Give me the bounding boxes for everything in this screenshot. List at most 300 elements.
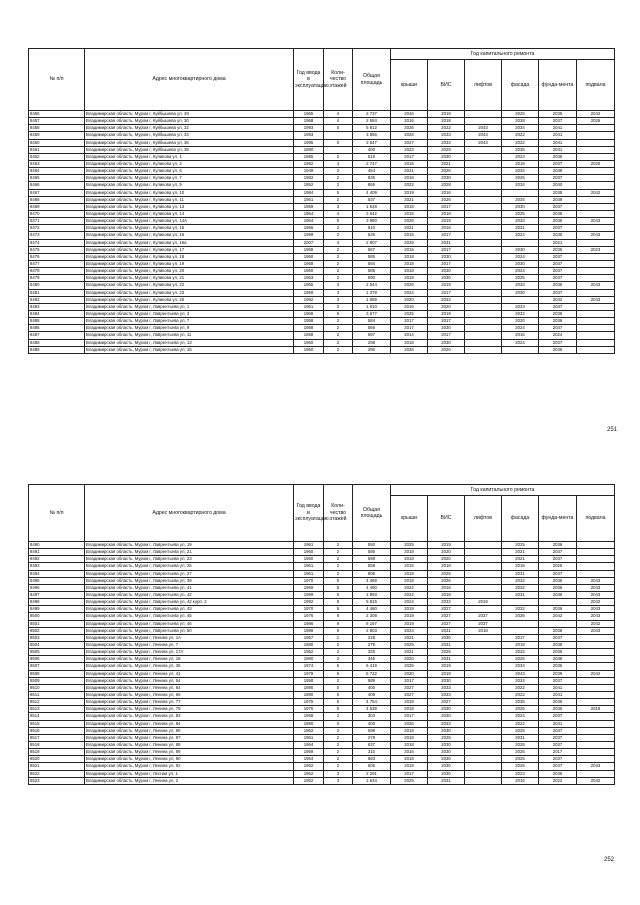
cell-area: 3 980 [353, 218, 391, 225]
cell-year: 1958 [294, 325, 324, 332]
cell-num: 8506 [29, 656, 85, 663]
cell-roof: 2026 [391, 720, 428, 727]
cell-address: Владимирская область, Муром г, Лесная ул, 1 [85, 770, 294, 777]
cell-year: 1964 [294, 210, 324, 217]
cell-year: 1961 [294, 570, 324, 577]
cell-floors [324, 146, 353, 153]
table-row [29, 649, 615, 656]
cell-address: Владимирская область, Муром г, Куликова ул, 13 [85, 203, 294, 210]
cell-year: 1986 [294, 620, 324, 627]
cell-num: 8516 [29, 727, 85, 734]
cell-address: Владимирская область, Муром г, Ленина ул, 7 [85, 641, 294, 648]
cell-basement: 2043 [577, 282, 615, 289]
cell-basement: 2043 [577, 577, 615, 584]
cell-foundation: 2036 [539, 699, 577, 706]
cell-basement: 2023 [577, 246, 615, 253]
cell-lifts [465, 182, 502, 189]
cell-floors: 5 [324, 577, 353, 584]
table-row [29, 189, 615, 196]
table-row [29, 549, 615, 556]
cell-lifts [465, 168, 502, 175]
cell-floors: 2 [324, 225, 353, 232]
cell-roof: 2023 [391, 146, 428, 153]
table-row [29, 232, 615, 239]
cell-year: 1959 [294, 203, 324, 210]
header-address: Адрес многоквартирного дома [85, 49, 294, 111]
cell-roof: 2025 [391, 663, 428, 670]
cell-facade: 2016 [502, 777, 539, 784]
cell-facade: 2018 [502, 160, 539, 167]
table-row [29, 210, 615, 217]
cell-year: 1958 [294, 332, 324, 339]
cell-area: 8 167 [353, 620, 391, 627]
cell-year: 1966 [294, 225, 324, 232]
cell-num: 8483 [29, 303, 85, 310]
cell-floors: 0 [324, 691, 353, 698]
cell-area: 597 [353, 332, 391, 339]
cell-area: 3 677 [353, 310, 391, 317]
cell-vis: 2020 [428, 556, 465, 563]
cell-vis: 2031 [428, 641, 465, 648]
cell-area: 2 747 [353, 160, 391, 167]
cell-num: 8468 [29, 196, 85, 203]
cell-foundation: 2037 [539, 275, 577, 282]
cell-roof: 2026 [391, 346, 428, 353]
cell-floors: 2 [324, 549, 353, 556]
cell-basement [577, 656, 615, 663]
cell-facade: 2024 [502, 253, 539, 260]
cell-year: 1962 [294, 727, 324, 734]
cell-facade: 2030 [502, 260, 539, 267]
table-row [29, 577, 615, 584]
cell-basement [577, 132, 615, 139]
cell-address: Владимирская область, Муром г, Лаврентьева ул, 1 [85, 303, 294, 310]
cell-basement [577, 253, 615, 260]
cell-lifts [465, 225, 502, 232]
table-row [29, 225, 615, 232]
cell-facade: 2020 [502, 318, 539, 325]
cell-floors: 2 [324, 346, 353, 353]
cell-address: Владимирская область, Муром г, Лаврентьева ул, 21 [85, 549, 294, 556]
cell-facade [502, 627, 539, 634]
cell-facade: 2023 [502, 303, 539, 310]
cell-roof: 2018 [391, 556, 428, 563]
cell-foundation: 2041 [539, 139, 577, 146]
cell-basement: 2043 [577, 627, 615, 634]
cell-facade: 2022 [502, 720, 539, 727]
cell-lifts [465, 346, 502, 353]
cell-lifts [465, 670, 502, 677]
cell-vis: 2030 [428, 325, 465, 332]
cell-facade: 2021 [502, 549, 539, 556]
cell-roof: 2018 [391, 275, 428, 282]
cell-roof: 2021 [391, 225, 428, 232]
cell-facade: 2034 [502, 196, 539, 203]
cell-basement: 2043 [577, 591, 615, 598]
cell-foundation: 2037 [539, 741, 577, 748]
cell-facade: 2030 [502, 246, 539, 253]
cell-address: Владимирская область, Муром г, Ленина ул, 86 [85, 727, 294, 734]
cell-facade: 2019 [502, 641, 539, 648]
cell-floors: 3 [324, 296, 353, 303]
table-row [29, 339, 615, 346]
cell-lifts [465, 549, 502, 556]
cell-area: 1 589 [353, 296, 391, 303]
cell-basement [577, 303, 615, 310]
cell-floors: 2 [324, 246, 353, 253]
cell-floors: 5 [324, 218, 353, 225]
cell-vis: 2020 [428, 303, 465, 310]
cell-floors: 2 [324, 318, 353, 325]
cell-facade: 2023 [502, 153, 539, 160]
cell-lifts [465, 542, 502, 549]
cell-num: 8464 [29, 168, 85, 175]
cell-num: 8472 [29, 225, 85, 232]
cell-basement: 2043 [577, 763, 615, 770]
header-facade: фасада [502, 60, 539, 111]
cell-basement [577, 203, 615, 210]
cell-area: 3 856 [353, 132, 391, 139]
cell-address: Владимирская область, Муром г, Лаврентьева ул, 41 [85, 584, 294, 591]
cell-floors: 5 [324, 663, 353, 670]
cell-address: Владимирская область, Муром г, Лаврентьева ул, 19 [85, 542, 294, 549]
table-row [29, 749, 615, 756]
cell-num: 8480 [29, 282, 85, 289]
cell-floors: 2 [324, 325, 353, 332]
cell-foundation: 2037 [539, 339, 577, 346]
cell-floors: 9 [324, 613, 353, 620]
cell-year: 1984 [294, 189, 324, 196]
cell-address: Владимирская область, Муром г, Лаврентьева ул, 39 [85, 577, 294, 584]
cell-facade: 2022 [502, 132, 539, 139]
cell-num: 8478 [29, 268, 85, 275]
cell-area: 4 490 [353, 584, 391, 591]
cell-lifts [465, 684, 502, 691]
cell-floors: 2 [324, 275, 353, 282]
cell-basement [577, 749, 615, 756]
cell-year: 1959 [294, 289, 324, 296]
cell-address: Владимирская область, Муром г, Ленина ул, 41 [85, 670, 294, 677]
cell-area: 3 847 [353, 139, 391, 146]
table-row [29, 563, 615, 570]
cell-year: 1890 [294, 146, 324, 153]
cell-basement [577, 275, 615, 282]
page-number: 252 [604, 857, 615, 863]
cell-address: Владимирская область, Муром г, Ленина ул, 89 [85, 749, 294, 756]
cell-floors: 2 [324, 756, 353, 763]
cell-facade: 2024 [502, 325, 539, 332]
cell-num: 8466 [29, 182, 85, 189]
cell-vis: 2025 [428, 734, 465, 741]
cell-year: 1880 [294, 641, 324, 648]
table-row [29, 146, 615, 153]
cell-facade: 2022 [502, 139, 539, 146]
cell-year: 1958 [294, 677, 324, 684]
table-row [29, 713, 615, 720]
cell-basement: 2042 [577, 620, 615, 627]
cell-basement [577, 139, 615, 146]
cell-roof: 2019 [391, 699, 428, 706]
cell-facade: 2022 [502, 691, 539, 698]
table-row [29, 584, 615, 591]
cell-address: Владимирская область, Муром г, Куликова ул, 14 [85, 210, 294, 217]
cell-lifts [465, 749, 502, 756]
cell-vis: 2019 [428, 282, 465, 289]
cell-foundation: 2039 [539, 196, 577, 203]
cell-address: Владимирская область, Муром г, Ленина ул, 79 [85, 706, 294, 713]
cell-facade: 2016 [502, 332, 539, 339]
cell-floors: 4 [324, 282, 353, 289]
cell-roof: 2024 [391, 627, 428, 634]
cell-num: 8463 [29, 160, 85, 167]
cell-num: 8479 [29, 275, 85, 282]
cell-vis: 2030 [428, 339, 465, 346]
cell-address: Владимирская область, Муром г, Ленина ул, 2 [85, 777, 294, 784]
table-row [29, 727, 615, 734]
cell-lifts [465, 160, 502, 167]
table-row [29, 289, 615, 296]
table-row [29, 282, 615, 289]
cell-vis: 2030 [428, 727, 465, 734]
cell-num: 8495 [29, 577, 85, 584]
cell-vis: 2030 [428, 770, 465, 777]
cell-address: Владимирская область, Муром г, Лаврентьева ул, 42 корп. 2 [85, 599, 294, 606]
cell-lifts [465, 111, 502, 118]
cell-num: 8502 [29, 627, 85, 634]
cell-area: 558 [353, 563, 391, 570]
cell-year: 1960 [294, 346, 324, 353]
table-row [29, 634, 615, 641]
cell-address: Владимирская область, Муром г, Лаврентьева ул, 45 [85, 613, 294, 620]
cell-floors: 2 [324, 641, 353, 648]
cell-facade: 2025 [502, 111, 539, 118]
cell-floors: 4 [324, 160, 353, 167]
cell-address: Владимирская область, Муром г, Куликова ул, 22 [85, 282, 294, 289]
table-row [29, 770, 615, 777]
cell-area: 566 [353, 325, 391, 332]
cell-address: Владимирская область, Муром г, Куликова ул, 23 [85, 289, 294, 296]
cell-roof: 2019 [391, 606, 428, 613]
header-roof: крыши [391, 60, 428, 111]
cell-floors: 5 [324, 591, 353, 598]
cell-year: 1982 [294, 160, 324, 167]
cell-roof: 2018 [391, 727, 428, 734]
cell-roof: 2026 [391, 132, 428, 139]
cell-basement [577, 641, 615, 648]
cell-year: 1963 [294, 275, 324, 282]
table-row [29, 763, 615, 770]
cell-lifts [465, 770, 502, 777]
cell-lifts [465, 310, 502, 317]
cell-roof: 2017 [391, 770, 428, 777]
cell-facade [502, 620, 539, 627]
cell-floors: 3 [324, 770, 353, 777]
cell-vis: 2026 [428, 577, 465, 584]
cell-foundation: 2025 [539, 563, 577, 570]
cell-floors: 2 [324, 677, 353, 684]
cell-address: Владимирская область, Муром г, Ленина ул, 87 [85, 734, 294, 741]
table-row [29, 663, 615, 670]
table-row [29, 734, 615, 741]
cell-basement: 2042 [577, 599, 615, 606]
table-row [29, 153, 615, 160]
cell-foundation: 2035 [539, 210, 577, 217]
cell-roof: 2015 [391, 246, 428, 253]
cell-lifts [465, 720, 502, 727]
cell-lifts [465, 570, 502, 577]
table-row [29, 332, 615, 339]
cell-area: 4 460 [353, 606, 391, 613]
cell-facade: 2025 [502, 756, 539, 763]
cell-floors: 0 [324, 139, 353, 146]
cell-basement [577, 756, 615, 763]
cell-area: 2 594 [353, 118, 391, 125]
cell-floors: 1 [324, 634, 353, 641]
cell-vis: 2030 [428, 741, 465, 748]
cell-foundation: 2039 [539, 649, 577, 656]
cell-lifts: 2043 [465, 125, 502, 132]
cell-area: 683 [353, 756, 391, 763]
cell-year: 1968 [294, 310, 324, 317]
cell-year: 1959 [294, 232, 324, 239]
cell-lifts [465, 325, 502, 332]
cell-lifts [465, 153, 502, 160]
cell-vis: 2018 [428, 591, 465, 598]
cell-num: 8513 [29, 706, 85, 713]
table-row [29, 641, 615, 648]
cell-facade: 2034 [502, 168, 539, 175]
cell-foundation: 2037 [539, 634, 577, 641]
cell-foundation: 2041 [539, 691, 577, 698]
cell-roof: 2018 [391, 577, 428, 584]
cell-floors: 2 [324, 649, 353, 656]
cell-roof: 2015 [391, 232, 428, 239]
cell-foundation: 2021 [539, 239, 577, 246]
cell-foundation: 2037 [539, 713, 577, 720]
cell-basement [577, 677, 615, 684]
cell-roof: 2018 [391, 268, 428, 275]
cell-num: 8494 [29, 570, 85, 577]
cell-facade [502, 239, 539, 246]
cell-area: 606 [353, 763, 391, 770]
cell-floors: 2 [324, 570, 353, 577]
table-row [29, 627, 615, 634]
table-row [29, 756, 615, 763]
cell-roof: 2015 [391, 160, 428, 167]
cell-roof: 2017 [391, 318, 428, 325]
cell-floors: 5 [324, 670, 353, 677]
header-address: Адрес многоквартирного дома [85, 485, 294, 542]
cell-vis: 2030 [428, 268, 465, 275]
cell-num: 8467 [29, 189, 85, 196]
cell-vis: 2017 [428, 332, 465, 339]
cell-lifts [465, 203, 502, 210]
cell-basement: 2019 [577, 706, 615, 713]
cell-vis: 2018 [428, 670, 465, 677]
cell-lifts [465, 189, 502, 196]
cell-vis: 2027 [428, 699, 465, 706]
cell-roof: 2025 [391, 239, 428, 246]
cell-year: 1993 [294, 132, 324, 139]
cell-address: Владимирская область, Муром г, Ленина ул, 17А [85, 649, 294, 656]
cell-basement [577, 727, 615, 734]
cell-floors: 2 [324, 182, 353, 189]
cell-vis: 2031 [428, 239, 465, 246]
cell-basement: 2043 [577, 232, 615, 239]
cell-roof: 2021 [391, 649, 428, 656]
cell-facade: 2030 [502, 289, 539, 296]
header-lifts: лифтов [465, 60, 502, 111]
cell-area: 594 [353, 260, 391, 267]
cell-foundation: 2036 [539, 584, 577, 591]
cell-address: Владимирская область, Муром г, Куликова ул, 9 [85, 182, 294, 189]
cell-floors: 2 [324, 542, 353, 549]
cell-address: Владимирская область, Муром г, Ленина ул, 36 [85, 663, 294, 670]
table-row [29, 275, 615, 282]
cell-vis: 2020 [428, 346, 465, 353]
cell-roof: 2018 [391, 741, 428, 748]
cell-year: 1960 [294, 556, 324, 563]
cell-year: 1964 [294, 741, 324, 748]
cell-foundation: 2036 [539, 153, 577, 160]
cell-num: 8461 [29, 146, 85, 153]
cell-basement [577, 260, 615, 267]
cell-foundation: 2037 [539, 268, 577, 275]
cell-foundation [539, 620, 577, 627]
cell-area: 1 628 [353, 203, 391, 210]
cell-vis: 2022 [428, 125, 465, 132]
cell-num: 8482 [29, 296, 85, 303]
repair-table-page-251 [28, 48, 615, 354]
cell-area: 346 [353, 656, 391, 663]
cell-vis: 2018 [428, 118, 465, 125]
table-row [29, 325, 615, 332]
cell-facade: 2024 [502, 677, 539, 684]
cell-vis: 2026 [428, 196, 465, 203]
cell-floors: 2 [324, 741, 353, 748]
cell-facade: 2024 [502, 232, 539, 239]
cell-floors: 0 [324, 720, 353, 727]
cell-basement [577, 563, 615, 570]
cell-basement [577, 570, 615, 577]
cell-floors: 2 [324, 656, 353, 663]
cell-year: 1961 [294, 542, 324, 549]
cell-foundation: 2037 [539, 734, 577, 741]
cell-facade: 2034 [502, 125, 539, 132]
table-row [29, 777, 615, 784]
cell-roof: 2019 [391, 613, 428, 620]
cell-area: 5 915 [353, 599, 391, 606]
cell-area: 409 [353, 691, 391, 698]
cell-area: 598 [353, 556, 391, 563]
cell-roof: 2025 [391, 641, 428, 648]
cell-year: 1989 [294, 627, 324, 634]
cell-num: 8488 [29, 339, 85, 346]
cell-lifts [465, 146, 502, 153]
cell-facade: 2025 [502, 741, 539, 748]
header-foundation: фунда-мента [539, 60, 577, 111]
cell-basement: 2025 [577, 160, 615, 167]
cell-area: 590 [353, 275, 391, 282]
cell-basement [577, 699, 615, 706]
cell-year: 1949 [294, 168, 324, 175]
cell-lifts: 2043 [465, 132, 502, 139]
table-row [29, 542, 615, 549]
cell-roof: 2018 [391, 734, 428, 741]
cell-area: 835 [353, 175, 391, 182]
cell-area: 2 544 [353, 282, 391, 289]
cell-year: 1957 [294, 634, 324, 641]
